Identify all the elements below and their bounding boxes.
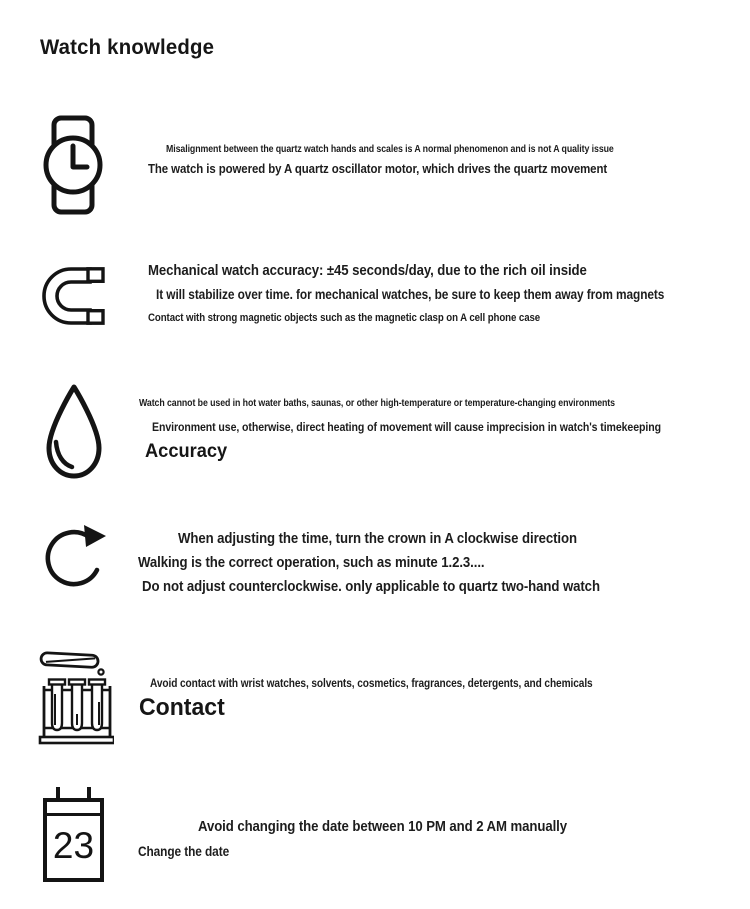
quartz-motor-note: The watch is powered by A quartz oscillator motor, which drives the quartz movement [148,161,608,176]
heating-imprecision-note: Environment use, otherwise, direct heating of movement will cause imprecision in watch's timekeeping [152,420,661,434]
hot-water-note: Watch cannot be used in hot water baths, saunas, or other high-temperature or temperature-changing environments [139,398,615,409]
clockwise-arrow-icon [40,523,106,591]
counterclockwise-warning-note: Do not adjust counterclockwise. only applicable to quartz two-hand watch [142,578,600,595]
calendar-day-number: 23 [52,825,95,866]
mechanical-accuracy-note: Mechanical watch accuracy: ±45 seconds/day, due to the rich oil inside [148,262,587,279]
quartz-misalignment-note: Misalignment between the quartz watch hands and scales is A normal phenomenon and is not A quality issue [166,144,614,155]
chemicals-avoid-note: Avoid contact with wrist watches, solvents, cosmetics, fragrances, detergents, and chemicals [150,678,593,690]
walking-operation-note: Walking is the correct operation, such as minute 1.2.3.... [138,554,485,571]
water-drop-icon [43,383,105,481]
contact-heading: Contact [139,694,225,721]
calendar-header-line [47,802,100,816]
date-change-warning-note: Avoid changing the date between 10 PM and 2 AM manually [198,818,567,835]
test-tubes-icon [38,648,114,746]
crown-clockwise-note: When adjusting the time, turn the crown in A clockwise direction [178,530,577,547]
magnetic-contact-note: Contact with strong magnetic objects such as the magnetic clasp on A cell phone case [148,312,541,324]
change-date-note: Change the date [138,844,230,859]
watch-icon [43,115,103,215]
accuracy-heading: Accuracy [145,441,228,462]
page-title: Watch knowledge [40,36,215,59]
calendar-body [43,798,104,882]
calendar-icon [42,787,106,889]
magnet-icon [42,267,106,325]
stabilize-note: It will stabilize over time. for mechanical watches, be sure to keep them away from magnets [156,287,665,302]
